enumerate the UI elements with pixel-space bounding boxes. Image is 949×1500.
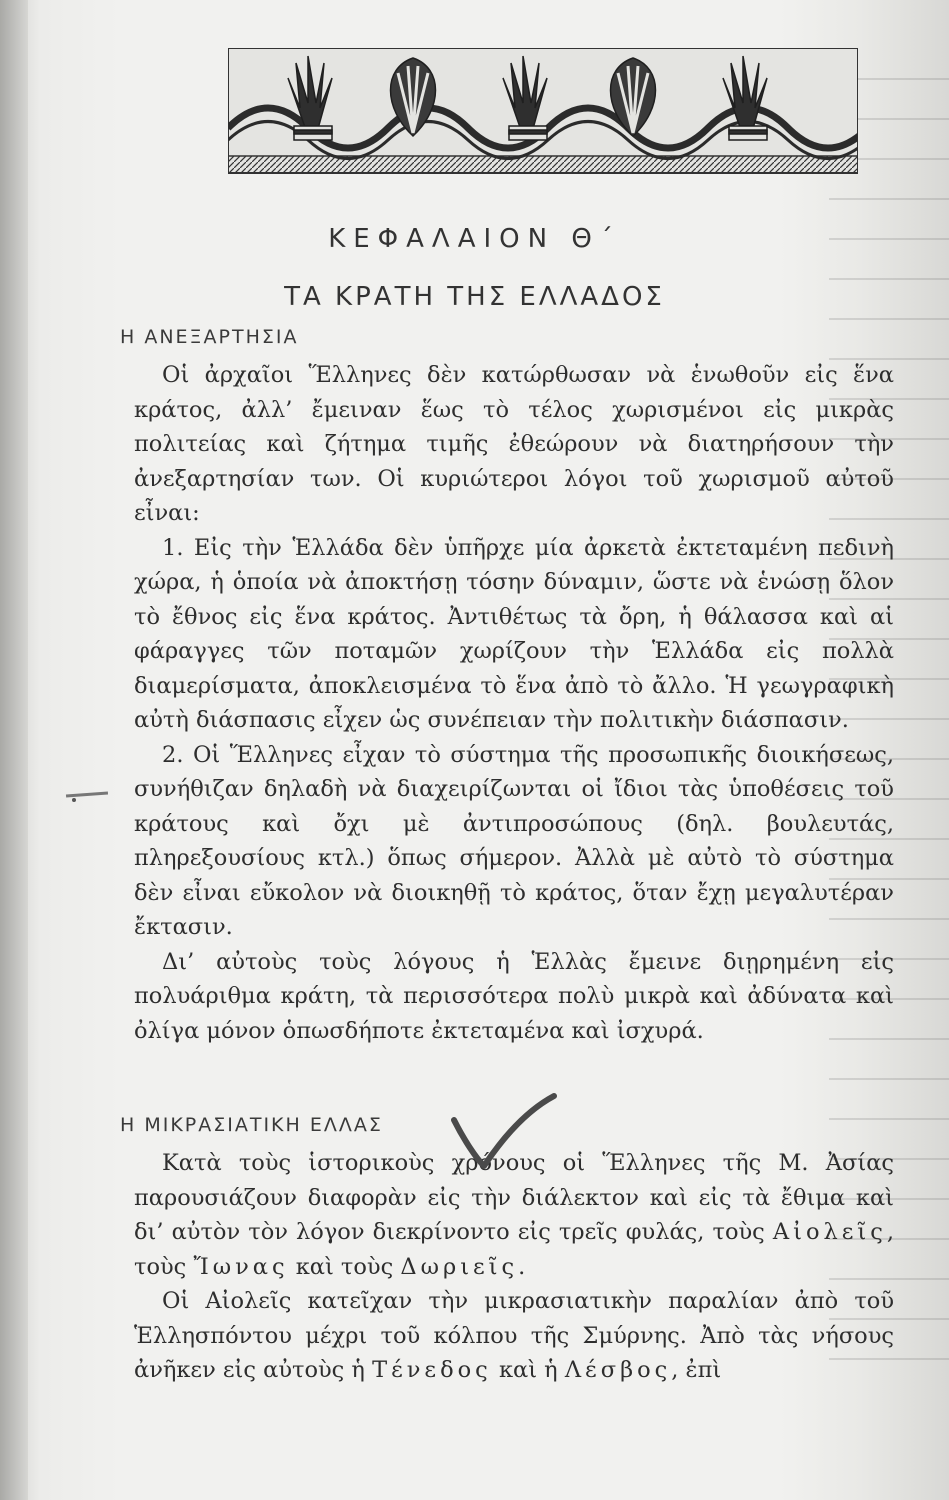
text-span: Οἱ Αἰολεῖς κατεῖχαν τὴν μικρασιατικὴν παραλίαν ἀπὸ τοῦ Ἑλλησπόντου μέχρι τοῦ κόλπου τῆς Σμύρνης. Ἀπὸ τὰς νήσους ἀνῆκεν εἰς αὐτοὺς ἡ xyxy=(134,1288,894,1383)
pencil-mark xyxy=(66,792,108,798)
text-span: . xyxy=(518,1253,526,1280)
text-span: , τοὺς xyxy=(134,1219,895,1280)
text-span: , ἐπὶ xyxy=(671,1357,722,1383)
paragraph-point-2: 2. Οἱ Ἕλληνες εἶχαν τὸ σύστημα τῆς προσωπικῆς διοικήσεως, συνήθιζαν δηλαδὴ νὰ διαχειρίζωνται οἱ ἴδιοι τὰς ὑποθέσεις τοῦ κράτους καὶ ὄχι μὲ ἀντιπροσώπους (δηλ. βουλευτάς, πληρεξουσίους κτλ.) ὅπως σήμερον. Ἀλλὰ μὲ αὐτὸ τὸ σύστημα δὲν εἶναι εὔκολον νὰ διοικηθῇ τὸ κράτος, ὅταν ἔχῃ μεγαλυτέραν ἔκτασιν. xyxy=(134,741,894,940)
section-body-asia-minor xyxy=(134,1146,894,1388)
paragraph-conclusion: Δι’ αὐτοὺς τοὺς λόγους ἡ Ἑλλὰς ἔμεινε διῃρημένη εἰς πολυάριθμα κράτη, τὰ περισσότερα πολὺ μικρὰ καὶ ἀδύνατα καὶ ὀλίγα μόνον ὁπωσδήποτε ἐκτεταμένα καὶ ἰσχυρά. xyxy=(134,948,894,1044)
section-heading-independence: Η ΑΝΕΞΑΡΤΗΣΙΑ xyxy=(120,326,299,348)
text-span: Κατὰ τοὺς ἱστορικοὺς χρόνους οἱ Ἕλληνες τῆς Μ. Ἀσίας παρουσιάζουν διαφορὰν εἰς τὴν διάλεκτον καὶ εἰς τὰ ἔθιμα καὶ δι’ αὐτὸν τὸν λόγον διεκρίνοντο εἰς τρεῖς φυλάς, τοὺς xyxy=(134,1150,894,1245)
section-heading-asia-minor: Η ΜΙΚΡΑΣΙΑΤΙΚΗ ΕΛΛΑΣ xyxy=(120,1114,383,1136)
chapter-title: ΚΕΦΑΛΑΙΟΝ Θ΄ xyxy=(328,224,621,254)
handwritten-checkmark-icon xyxy=(450,1090,560,1170)
text-span: καὶ τοὺς xyxy=(295,1253,394,1280)
pencil-dot xyxy=(72,798,76,802)
paragraph: Οἱ ἀρχαῖοι Ἕλληνες δὲν κατώρθωσαν νὰ ἑνωθοῦν εἰς ἕνα κράτος, ἀλλ’ ἔμειναν ἕως τὸ τέλος χωρισμένοι εἰς μικρὰς πολιτείας καὶ ζήτημα τιμῆς ἐθεώρουν νὰ διατηρήσουν τὴν ἀνεξαρτησίαν των. Οἱ κυριώτεροι λόγοι τοῦ χωρισμοῦ αὐτοῦ εἶναι: xyxy=(134,362,894,526)
anthemion-frieze-ornament xyxy=(228,48,858,178)
emphasized-term: Λέσβος xyxy=(564,1357,672,1383)
chapter-subtitle: ΤΑ ΚΡΑΤΗ ΤΗΣ ΕΛΛΑΔΟΣ xyxy=(284,282,665,312)
paragraph-point-1: 1. Εἰς τὴν Ἑλλάδα δὲν ὑπῆρχε μία ἀρκετὰ ἐκτεταμένη πεδινὴ χώρα, ἡ ὁποία νὰ ἀποκτήσῃ τόσην δύναμιν, ὥστε νὰ ἑνώσῃ ὅλον τὸ ἔθνος εἰς ἕνα κράτος. Ἀντιθέτως τὰ ὄρη, ἡ θάλασσα καὶ αἱ φάραγγες τῶν ποταμῶν χωρίζουν τὴν Ἑλλάδα εἰς πολλὰ διαμερίσματα, ἀποκλεισμένα τὸ ἕνα ἀπὸ τὸ ἄλλο. Ἡ γεωγραφικὴ αὐτὴ διάσπασις εἶχεν ὡς συνέπειαν τὴν πολιτικὴν διάσπασιν. xyxy=(134,534,894,733)
text-span: καὶ ἡ xyxy=(498,1357,558,1383)
section-body-independence xyxy=(134,358,894,1048)
emphasized-term: Δωριεῖς xyxy=(400,1253,519,1280)
emphasized-term: Ἴωνας xyxy=(193,1253,289,1280)
paragraph xyxy=(134,1284,894,1388)
emphasized-term: Τένεδος xyxy=(372,1357,492,1383)
emphasized-term: Αἰολεῖς xyxy=(772,1219,887,1245)
